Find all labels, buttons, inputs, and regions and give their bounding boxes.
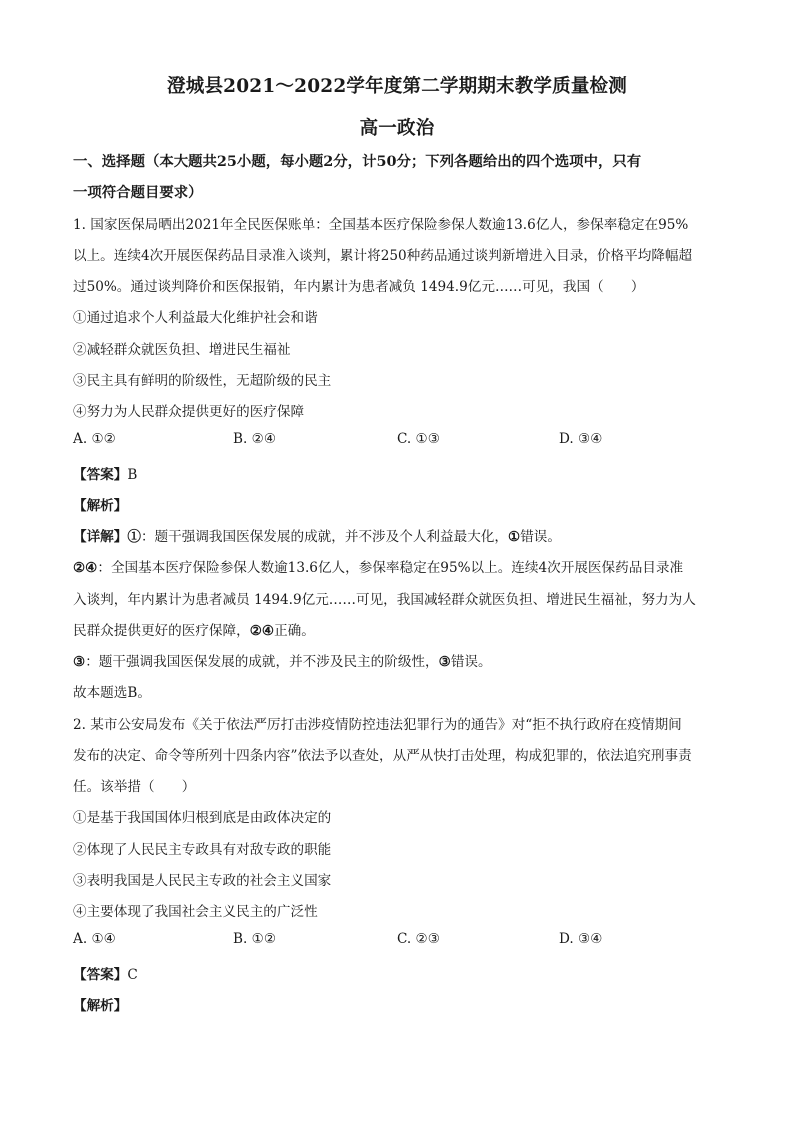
q2-statement-3: ③表明我国是人民民主专政的社会主义国家 bbox=[73, 873, 332, 889]
q2-answer-label: 【答案】 bbox=[73, 967, 128, 983]
q1-stem-line-3: 过50%。通过谈判降价和医保报销，年内累计为患者减负 1494.9亿元……可见，我国（ ） bbox=[73, 279, 645, 295]
q2-option-a: A. ①④ bbox=[73, 931, 116, 947]
q2-option-c: C. ②③ bbox=[397, 931, 440, 947]
q1-detail-label: 【详解】 bbox=[73, 529, 128, 545]
q1-statement-1: ①通过追求个人利益最大化维护社会和谐 bbox=[73, 310, 318, 326]
q1-detail-1-key-2: ① bbox=[508, 529, 521, 545]
q2-stem-line-3: 任。该举措（ ） bbox=[73, 779, 196, 795]
q2-statement-1: ①是基于我国国体归根到底是由政体决定的 bbox=[73, 810, 332, 826]
q1-option-c: C. ①③ bbox=[397, 431, 440, 447]
q1-detail-2-text-1: ：全国基本医疗保险参保人数逾13.6亿人，参保率稳定在95%以上。连续4次开展医保药品目录准 bbox=[97, 560, 684, 576]
q1-analysis-label: 【解析】 bbox=[73, 498, 128, 514]
q1-detail-1-key: ① bbox=[127, 529, 141, 545]
q1-detail-2-line-1 bbox=[73, 556, 683, 576]
page-title: 澄城县2021～2022学年度第二学期期末教学质量检测 bbox=[167, 76, 627, 97]
q1-detail-2-end: 正确。 bbox=[274, 623, 315, 639]
q1-conclusion: 故本题选B。 bbox=[73, 685, 151, 701]
q1-detail-2-key: ②④ bbox=[73, 560, 98, 576]
section-heading-line-2: 一项符合题目要求） bbox=[73, 184, 203, 201]
q2-statement-4: ④主要体现了我国社会主义民主的广泛性 bbox=[73, 904, 318, 920]
q1-detail-3-key-2: ③ bbox=[438, 654, 451, 670]
q1-detail-2-line-3 bbox=[73, 619, 315, 639]
q1-detail-1-end: 错误。 bbox=[520, 529, 561, 545]
section-heading-line-1: 一、选择题（本大题共25小题，每小题2分，计50分；下列各题给出的四个选项中，只有 bbox=[73, 153, 642, 170]
q1-answer-value: B bbox=[127, 467, 138, 483]
q2-statement-2: ②体现了人民民主专政具有对敌专政的职能 bbox=[73, 842, 332, 858]
q2-option-d: D. ③④ bbox=[559, 931, 603, 947]
q2-stem-line-2: 发布的决定、命令等所列十四条内容”依法予以查处，从严从快打击处理，构成犯罪的，依法追究刑事责 bbox=[73, 748, 692, 764]
q1-stem-line-2: 以上。连续4次开展医保药品目录准入谈判，累计将250种药品通过谈判新增进入目录，价格平均降幅超 bbox=[73, 248, 693, 264]
q1-detail-2-line-2: 入谈判，年内累计为患者减员 1494.9亿元……可见，我国减轻群众就医负担、增进民生福祉，努力为人 bbox=[73, 592, 696, 608]
page-subtitle: 高一政治 bbox=[359, 118, 435, 139]
q1-answer bbox=[73, 463, 137, 483]
q1-option-d: D. ③④ bbox=[559, 431, 603, 447]
q1-detail-3-text: ：题干强调我国医保发展的成就，并不涉及民主的阶级性， bbox=[85, 654, 439, 670]
q1-detail-3 bbox=[73, 650, 492, 670]
q1-option-a: A. ①② bbox=[73, 431, 116, 447]
q2-answer-value: C bbox=[127, 967, 138, 983]
q1-detail-3-end: 错误。 bbox=[450, 654, 492, 670]
q2-analysis-label: 【解析】 bbox=[73, 998, 128, 1014]
q2-answer bbox=[73, 963, 138, 983]
q1-detail-1-text: ：题干强调我国医保发展的成就，并不涉及个人利益最大化， bbox=[140, 529, 508, 545]
q1-statement-3: ③民主具有鲜明的阶级性，无超阶级的民主 bbox=[73, 373, 332, 389]
q1-answer-label: 【答案】 bbox=[73, 467, 128, 483]
q1-detail-1 bbox=[73, 525, 561, 545]
q1-statement-2: ②减轻群众就医负担、增进民生福祉 bbox=[73, 342, 291, 358]
q1-detail-2-text-3: 民群众提供更好的医疗保障， bbox=[73, 623, 250, 639]
q2-stem-line-1: 2. 某市公安局发布《关于依法严厉打击涉疫情防控违法犯罪行为的通告》对“拒不执行政府在疫情期间 bbox=[73, 717, 682, 733]
q1-stem-line-1: 1. 国家医保局晒出2021年全民医保账单：全国基本医疗保险参保人数逾13.6亿人，参保率稳定在95% bbox=[73, 217, 689, 233]
q2-option-b: B. ①② bbox=[233, 931, 277, 947]
q1-detail-3-key: ③ bbox=[73, 654, 86, 670]
q1-detail-2-key-2: ②④ bbox=[249, 623, 275, 639]
q1-statement-4: ④努力为人民群众提供更好的医疗保障 bbox=[73, 404, 305, 420]
q1-option-b: B. ②④ bbox=[233, 431, 277, 447]
